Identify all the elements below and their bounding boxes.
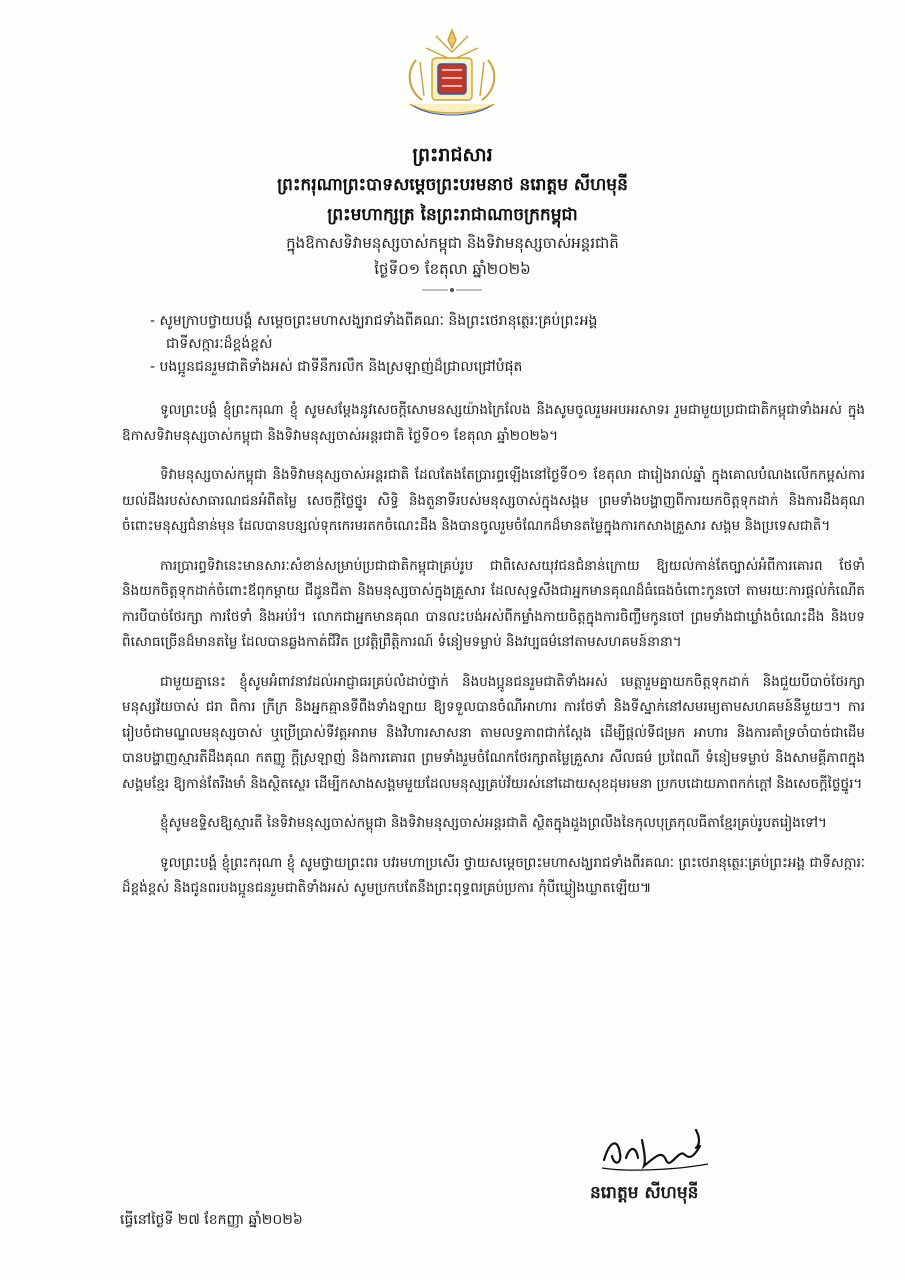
body-paragraph: ការប្រារព្ធទិវានេះមានសារៈសំខាន់សម្រាប់ប្រជាជាតិកម្ពុជាគ្រប់រូប ជាពិសេសយុវជនជំនាន់ក្រោយ ឱ្យយល់កាន់តែច្បាស់អំពីការគោរព ថែទាំ និងយកចិត្តទុកដាក់ចំពោះឪពុកម្ដាយ ជីដូនជីតា និងមនុស្សចាស់ក្នុងគ្រួសារ ដែលសុទ្ធសឹងជាអ្នកមានគុណដ៏ធំធេងចំពោះកូនចៅ តាមរយៈការផ្ដល់កំណើត ការបីបាច់ថែរក្សា ការថែទាំ និងអប់រំ។ លោកជាអ្នកមានគុណ បានលះបង់អស់ពីកម្លាំងកាយចិត្តក្នុងការចិញ្ចឹមកូនចៅ ព្រមទាំងជាឃ្លាំងចំណេះដឹង និងបទពិសោធច្រើនដ៏មានតម្លៃ ដែលបានឆ្លងកាត់ជីវិត ប្រវត្តិព្រឹត្តិការណ៍ ទំនៀមទម្លាប់ និងវប្បធម៌នៅតាមសហគមន៍នានា។ — [122, 557, 865, 650]
addressee-line: ជាទីសក្ការៈដ៏ខ្ពង់ខ្ពស់ — [166, 336, 273, 352]
sender-title-2: ព្រះមហាក្សត្រ នៃព្រះរាជាណាចក្រកម្ពុជា — [327, 205, 578, 225]
body-paragraph: ទូលព្រះបង្គំ ខ្ញុំព្រះករុណា ខ្ញុំ សូមថ្វាយព្រះពរ បវរមហាប្រសើរ ថ្វាយសម្ដេចព្រះមហាសង្ឃរាជទាំងពីរគណៈ ព្រះថេរានុត្ថេរៈគ្រប់ព្រះអង្គ ជាទីសក្ការៈដ៏ខ្ពង់ខ្ពស់ និងជូនពរបងប្អូនជនរួមជាតិទាំងអស់ សូមប្រកបតែនឹងព្រះពុទ្ធពរគ្រប់ប្រការ កុំបីឃ្លៀងឃ្លាតឡើយ៕ — [122, 854, 865, 896]
body-paragraph: ជាមួយគ្នានេះ ខ្ញុំសូមអំពាវនាវដល់អាជ្ញាធរគ្រប់លំដាប់ថ្នាក់ និងបងប្អូនជនរួមជាតិទាំងអស់ មេត្តារួមគ្នាយកចិត្តទុកដាក់ និងជួយបីបាច់ថែរក្សាមនុស្សវ័យចាស់ ជរា ពិការ ក្រីក្រ និងអ្នកគ្មានទីពឹងទាំងឡាយ ឱ្យទទួលបានចំណីអាហារ ការថែទាំ និងទីស្នាក់នៅសមរម្យតាមសហគមន៍នីមួយៗ។ ការរៀបចំជាមណ្ឌលមនុស្សចាស់ ឬប្រើប្រាស់ទីវត្តអារាម និងវិហារសាសនា តាមលទ្ធភាពជាក់ស្ដែង ដើម្បីផ្ដល់ទីជម្រក អាហារ និងការគាំទ្រចាំបាច់ជាដើម បានបង្ហាញស្មារតីដឹងគុណ កតញ្ញូ ក្ដីស្រឡាញ់ និងការគោរព ព្រមទាំងរួមចំណែកថែរក្សាតម្លៃគ្រួសារ សីលធម៌ ប្រពៃណី ទំនៀមទម្លាប់ និងសាមគ្គីភាពក្នុងសង្គមខ្មែរ ឱ្យកាន់តែរឹងមាំ និងស្ថិតស្ថេរ ដើម្បីកសាងសង្គមមួយដែលមនុស្សគ្រប់វ័យរស់នៅដោយសុខដុមរមនា ប្រកបដោយភាពកក់ក្ដៅ និងសេចក្ដីថ្លៃថ្នូរ។ — [122, 673, 865, 792]
addressee-line: - បងប្អូនជនរួមជាតិទាំងអស់ ជាទីនឹករលឹក និងស្រឡាញ់ដ៏ជ្រាលជ្រៅបំផុត — [150, 359, 523, 375]
signer-name: នរោត្តម សីហមុនី — [590, 1183, 699, 1203]
royal-coat-of-arms-icon — [396, 26, 508, 126]
document-title: ព្រះរាជសារ — [412, 144, 493, 166]
handwritten-signature — [596, 1120, 726, 1175]
signing-date: ធ្វើនៅថ្ងៃទី ២៧ ខែកញ្ញា ឆ្នាំ២០២៦ — [120, 1212, 303, 1228]
addressee-list — [150, 310, 845, 379]
letter-heading — [60, 140, 845, 282]
body-paragraph: ទិវាមនុស្សចាស់កម្ពុជា និងទិវាមនុស្សចាស់អន្តរជាតិ ដែលតែងតែប្រារព្ធឡើងនៅថ្ងៃទី០១ ខែតុលា ជារៀងរាល់ឆ្នាំ ក្នុងគោលបំណងលើកកម្ពស់ការយល់ដឹងរបស់សាធារណជនអំពីតម្លៃ សេចក្ដីថ្លៃថ្នូរ សិទ្ធិ និងតួនាទីរបស់មនុស្សចាស់ក្នុងសង្គម ព្រមទាំងបង្ហាញពីការយកចិត្តទុកដាក់ និងការដឹងគុណចំពោះមនុស្សជំនាន់មុន ដែលបានបន្សល់ទុកកេរមរតកចំណេះដឹង និងបានចូលរួមចំណែកដ៏មានតម្លៃក្នុងការកសាងគ្រួសារ សង្គម និងប្រទេសជាតិ។ — [122, 467, 865, 534]
body-paragraph: ទូលព្រះបង្គំ ខ្ញុំព្រះករុណា ខ្ញុំ សូមសម្ដែងនូវសេចក្ដីសោមនស្សយ៉ាងក្រៃលែង និងសូមចូលរួមអបអរសាទរ រួមជាមួយប្រជាជាតិកម្ពុជាទាំងអស់ ក្នុងឱកាសទិវាមនុស្សចាស់កម្ពុជា និងទិវាមនុស្សចាស់អន្តរជាតិ ថ្ងៃទី០១ ខែតុលា ឆ្នាំ២០២៦។ — [122, 402, 865, 444]
addressee-line: - សូមក្រាបថ្វាយបង្គំ សម្ដេចព្រះមហាសង្ឃរាជទាំងពីគណៈ និងព្រះថេរានុត្ថេរៈគ្រប់ព្រះអង្គ — [150, 313, 598, 329]
letter-body — [122, 398, 865, 916]
body-paragraph: ខ្ញុំសូមឧទ្ទិសឱ្យស្មារតី នៃទិវាមនុស្សចាស់កម្ពុជា និងទិវាមនុស្សចាស់អន្តរជាតិ ស្ថិតក្នុងដួងព្រលឹងនៃកុលបុត្រកុលធីតាខ្មែរគ្រប់រូបតរៀងទៅ។ — [160, 815, 827, 831]
ornamental-divider — [420, 287, 484, 293]
sender-title: ព្រះករុណាព្រះបាទសម្ដេចព្រះបរមនាថ នរោត្តម សីហមុនី — [277, 175, 628, 195]
occasion-date: ថ្ងៃទី០១ ខែតុលា ឆ្នាំ២០២៦ — [374, 260, 531, 278]
occasion-line: ក្នុងឱកាសទិវាមនុស្សចាស់កម្ពុជា និងទិវាមនុស្សចាស់អន្តរជាតិ — [286, 234, 619, 252]
